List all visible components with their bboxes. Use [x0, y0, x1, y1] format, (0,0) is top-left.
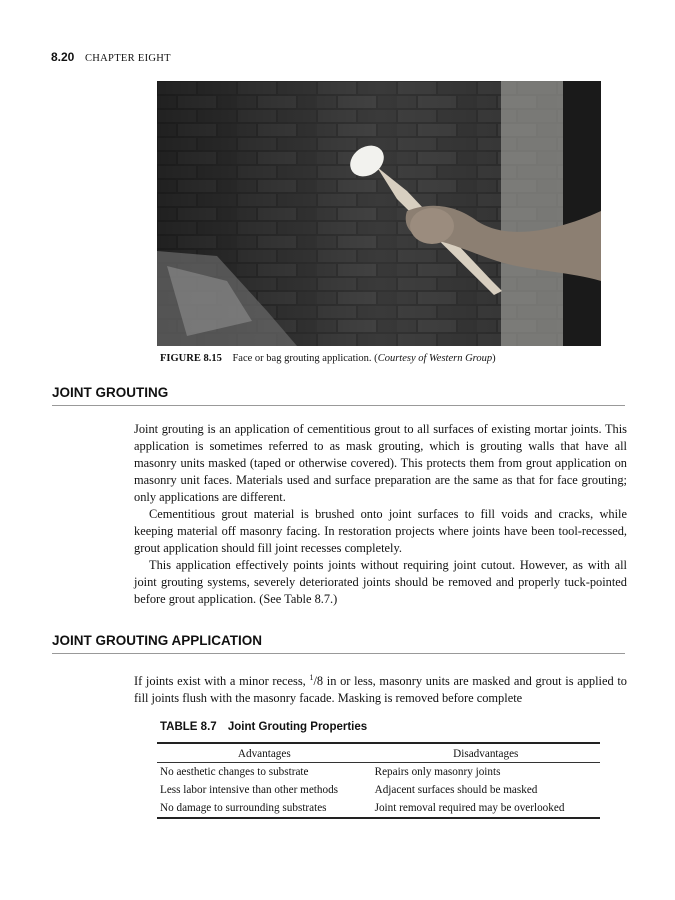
- caption-text: Face or bag grouting application. (: [232, 353, 378, 364]
- page-header: [51, 50, 171, 64]
- joint-grouting-body: [134, 421, 627, 608]
- section-heading-joint-grouting-application: JOINT GROUTING APPLICATION: [52, 633, 625, 654]
- figure-photo: [157, 81, 601, 346]
- column-header-advantages: Advantages: [157, 743, 372, 763]
- table-header-row: [157, 743, 600, 763]
- joint-grouting-application-body: [134, 669, 627, 707]
- figure-caption: [160, 353, 496, 364]
- table-row: [157, 763, 600, 782]
- paragraph: Cementitious grout material is brushed onto joint surfaces to fill voids and cracks, while keeping material off masonry facing. In restoration projects where joints have been tool-recessed, grout application should fill joint recesses completely.: [134, 507, 627, 555]
- text-after: in or less, masonry units are masked and grout is applied to fill joints flush with the masonry facade. Masking is removed before complete: [134, 674, 628, 706]
- table-name: Joint Grouting Properties: [227, 721, 368, 733]
- page-number: 8.20: [51, 50, 75, 64]
- grouting-photo-illustration: [157, 81, 601, 346]
- paragraph: [134, 669, 627, 707]
- paragraph: Joint grouting is an application of cementitious grout to all surfaces of existing mortar joints. This application is sometimes referred to as mask grouting, which is grouting walls that have all masonry units masked (taped or otherwise covered). This protects them from grout application on masonry unit faces. Materials used and surface preparation are the same as that for face grouting; only applications are different.: [134, 422, 627, 504]
- fraction-numerator: 1: [309, 673, 314, 682]
- table-row: [157, 781, 600, 799]
- chapter-title: CHAPTER EIGHT: [84, 53, 171, 64]
- figure-label: FIGURE 8.15: [160, 353, 222, 364]
- column-header-disadvantages: Disadvantages: [372, 743, 600, 763]
- table-cell: Adjacent surfaces should be masked: [374, 784, 538, 796]
- table-cell: No damage to surrounding substrates: [160, 802, 327, 814]
- joint-grouting-properties-table: [157, 742, 600, 819]
- table-cell: Joint removal required may be overlooked: [374, 802, 565, 814]
- text-before: If joints exist with a minor recess,: [134, 674, 310, 689]
- table-number: TABLE 8.7: [160, 721, 217, 733]
- table-cell: No aesthetic changes to substrate: [160, 766, 309, 778]
- table-row: [157, 799, 600, 818]
- paragraph: This application effectively points joints without requiring joint cutout. However, as with all joint grouting systems, severely deteriorated joints should be removed and properly tuck-pointed before grout application. (See Table 8.7.): [134, 558, 627, 606]
- table-cell: Less labor intensive than other methods: [160, 784, 339, 796]
- section-heading-joint-grouting: JOINT GROUTING: [52, 385, 625, 406]
- caption-end: ): [492, 353, 496, 364]
- table-cell: Repairs only masonry joints: [374, 766, 501, 778]
- caption-credit: Courtesy of Western Group: [377, 353, 493, 364]
- fraction-denominator: /8: [313, 674, 324, 689]
- table-title: [160, 721, 367, 733]
